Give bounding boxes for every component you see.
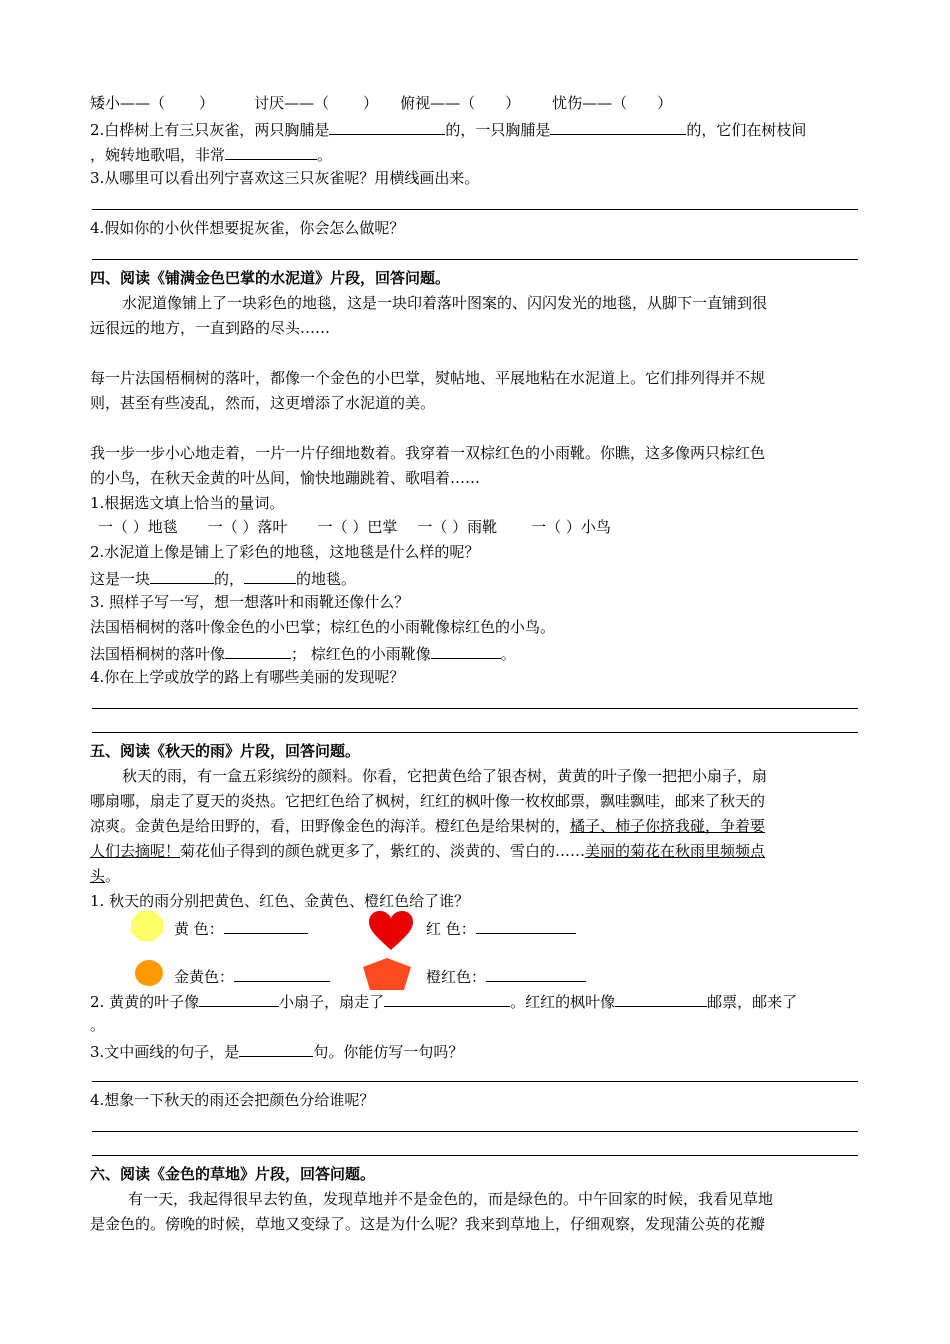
s3-question-4: 4.假如你的小伙伴想要捉灰雀，你会怎么做呢？	[90, 219, 405, 237]
word-1: 矮小——（	[90, 94, 166, 112]
s4-question-2: 2.水泥道上像是铺上了彩色的地毯，这地毯是什么样的呢？	[90, 543, 480, 561]
word-2: 讨厌——（	[254, 94, 330, 112]
section-4-title: 四、阅读《铺满金色巴掌的水泥道》片段，回答问题。	[90, 269, 451, 287]
orange-red-pentagon-icon	[362, 957, 412, 991]
s4-question-3-example: 法国梧桐树的落叶像金色的小巴掌；棕红色的小雨靴像棕红色的小鸟。	[90, 618, 556, 636]
s4-para-3-cont: 的小鸟，在秋天金黄的叶丛间，愉快地蹦跳着、歌唱着……	[90, 469, 481, 487]
blank[interactable]	[224, 917, 308, 934]
word-3: 俯视——（	[400, 94, 476, 112]
underlined-sentence: 美丽的菊花在秋雨里频频点	[585, 842, 766, 860]
s5-para-line-4: 人们去摘呢！菊花仙子得到的颜色就更多了，紫红的、淡黄的、雪白的……美丽的菊花在秋雨里频频点	[90, 842, 766, 860]
s5-question-2: 2. 黄黄的叶子像 小扇子，扇走了 。红红的枫叶像 邮票，邮来了	[90, 990, 797, 1012]
s4-para-1: 水泥道像铺上了一块彩色的地毯，这是一块印着落叶图案的、闪闪发光的地毯，从脚下一直铺到很	[122, 294, 768, 312]
blank[interactable]	[476, 917, 576, 934]
s5-question-4: 4.想象一下秋天的雨还会把颜色分给谁呢？	[90, 1091, 375, 1109]
word-antonym-row: 矮小——（ ） 讨厌——（ ） 俯视——（ ） 忧伤——（ ）	[90, 94, 673, 112]
s6-para-line-2: 是金色的。傍晚的时候，草地又变绿了。这是为什么呢？我来到草地上，仔细观察，发现蒲公英的花瓣	[90, 1215, 766, 1233]
answer-line[interactable]	[92, 1081, 858, 1082]
s4-para-2: 每一片法国梧桐树的落叶，都像一个金色的小巴掌，熨帖地、平展地粘在水泥道上。它们排列得并不规	[90, 369, 766, 387]
underlined-sentence: 头	[90, 867, 106, 885]
s3-question-3: 3.从哪里可以看出列宁喜欢这三只灰雀呢？用横线画出来。	[90, 169, 480, 187]
measure-word-row	[98, 517, 611, 537]
orange-circle-icon	[134, 959, 164, 987]
red-heart-icon	[368, 910, 414, 952]
blank[interactable]	[329, 118, 445, 135]
blank[interactable]	[550, 118, 686, 135]
blank[interactable]	[234, 965, 330, 982]
s5-question-1: 1. 秋天的雨分别把黄色、红色、金黄色、橙红色给了谁？	[90, 892, 470, 910]
blank[interactable]	[199, 990, 279, 1007]
yellow-octagon-icon	[130, 910, 164, 942]
s3-question-2: 2.白桦树上有三只灰雀，两只胸脯是 的，一只胸脯是 的，它们在树枝间	[90, 118, 806, 140]
section-5-title: 五、阅读《秋天的雨》片段，回答问题。	[90, 742, 361, 760]
answer-line[interactable]	[92, 259, 858, 260]
measure-item[interactable]: 一（ ）地毯	[98, 518, 178, 536]
s4-para-2-cont: 则，甚至有些凌乱，然而，这更增添了水泥道的美。	[90, 394, 436, 412]
answer-line[interactable]	[92, 1155, 858, 1156]
color-golden-row: 金黄色：	[174, 965, 330, 987]
s5-para-line-3: 凉爽。金黄色是给田野的，看，田野像金色的海洋。橙红色是给果树的，橘子、柿子你挤我碰，争着要	[90, 817, 766, 835]
answer-line[interactable]	[92, 732, 858, 733]
s4-para-3: 我一步一步小心地走着，一片一片仔细地数着。我穿着一双棕红色的小雨靴。你瞧，这多像两只棕红色	[90, 444, 766, 462]
answer-line[interactable]	[92, 708, 858, 709]
measure-item[interactable]: 一（ ）落叶	[207, 518, 288, 536]
color-red-row: 红 色：	[426, 917, 576, 939]
s5-question-3: 3.文中画线的句子，是 句。你能仿写一句吗？	[90, 1040, 463, 1062]
s5-para-line-1: 秋天的雨，有一盒五彩缤纷的颜料。你看，它把黄色给了银杏树，黄黄的叶子像一把把小扇子，扇	[122, 767, 768, 785]
blank[interactable]	[150, 567, 214, 584]
section-6-title: 六、阅读《金色的草地》片段，回答问题。	[90, 1165, 376, 1183]
s4-question-3: 3. 照样子写一写，想一想落叶和雨靴还像什么？	[90, 593, 410, 611]
word-4: 忧伤——（	[552, 94, 628, 112]
blank[interactable]	[239, 1040, 313, 1057]
s5-para-line-2: 哪扇哪，扇走了夏天的炎热。它把红色给了枫树，红红的枫叶像一枚枚邮票，飘哇飘哇，邮来了秋天的	[90, 792, 766, 810]
blank[interactable]	[615, 990, 707, 1007]
blank[interactable]	[384, 990, 510, 1007]
underlined-sentence: 橘子、柿子你挤我碰，争着要	[570, 817, 766, 835]
s4-question-3-fill: 法国梧桐树的落叶像 ； 棕红色的小雨靴像 。	[90, 642, 516, 664]
blank[interactable]	[225, 642, 291, 659]
blank[interactable]	[244, 567, 296, 584]
blank[interactable]	[486, 965, 586, 982]
s4-question-4: 4.你在上学或放学的路上有哪些美丽的发现呢？	[90, 668, 405, 686]
underlined-sentence: 人们去摘呢！	[90, 842, 181, 860]
measure-item[interactable]: 一（ ）小鸟	[531, 518, 611, 536]
s4-question-1: 1.根据选文填上恰当的量词。	[90, 494, 285, 512]
s4-question-2-fill: 这是一块 的， 的地毯。	[90, 567, 356, 589]
blank[interactable]	[225, 143, 317, 160]
answer-line[interactable]	[92, 1131, 858, 1132]
measure-item[interactable]: 一（ ）雨靴	[417, 518, 498, 536]
s4-para-1-cont: 远很远的地方，一直到路的尽头……	[90, 319, 331, 337]
s5-question-2-cont: 。	[90, 1016, 106, 1034]
answer-line[interactable]	[92, 209, 858, 210]
color-orange-red-row: 橙红色：	[426, 965, 586, 987]
color-yellow-row: 黄 色：	[174, 917, 308, 939]
s3-question-2-cont: ，婉转地歌唱，非常 。	[90, 143, 332, 165]
blank[interactable]	[431, 642, 501, 659]
measure-item[interactable]: 一（ ）巴掌	[317, 518, 398, 536]
s6-para-line-1: 有一天，我起得很早去钓鱼，发现草地并不是金色的，而是绿色的。中午回家的时候，我看见草地	[128, 1190, 774, 1208]
s5-para-line-5: 头。	[90, 867, 121, 885]
